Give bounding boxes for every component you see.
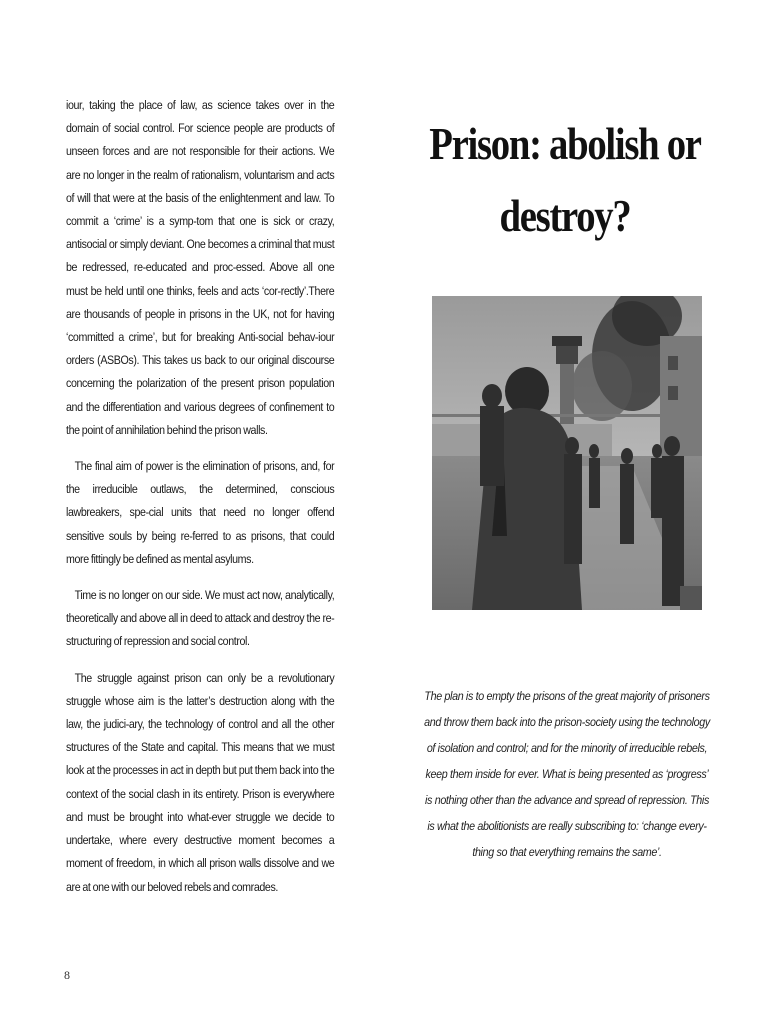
article-title: Prison: abolish or destroy?: [429, 119, 701, 241]
body-paragraph: Time is no longer on our side. We must act now, analytically, theoretically and above all in deed to attack and destroy the re-structuring of repression and social control.: [66, 588, 335, 649]
body-paragraph: The struggle against prison can only be a revolutionary struggle whose aim is the latter’s destruction along with the law, the judici-ary, the technology of control and all the other structures of the State and capital. This means that we must look at the processes in act in depth but put them back into the context of the social clash in its entirety. Prison is everywhere and must be brought into what-ever struggle we decide to undertake, where every destructive moment becomes a moment of freedom, in which all prison walls dissolve and we are at one with our beloved rebels and comrades.: [66, 670, 335, 894]
prison-photo-illustration: [432, 296, 702, 610]
body-text-column: [66, 94, 334, 912]
prison-photo: [432, 296, 702, 610]
body-paragraph: iour, taking the place of law, as science takes over in the domain of social control. For science people are products of unseen forces and are not responsible for their actions. We are no longer in the realm of rationalism, voluntarism and acts of will that were at the basis of the enlightenment and law. To commit a ‘crime’ is a symp-tom that one is sick or crazy, antisocial or simply deviant. One becomes a criminal that must be redressed, re-educated and proc-essed. Above all one must be held until one thinks, feels and acts ‘cor-rectly’.There are thousands of people in prisons in the UK, not for having ‘committed a crime’, but for breaking Anti-social behav-iour orders (ASBOs). This takes us back to our original discourse concerning the polarization of the present prison population and the differentiation and various degrees of confinement to the point of annihilation behind the prison walls.: [66, 98, 335, 437]
body-paragraph: The final aim of power is the elimination of prisons, and, for the irreducible outlaws, the determined, conscious lawbreakers, spe-cial units that need no longer offend sensitive souls by being re-ferred to as prisons, that could more fittingly be defined as mental asylums.: [66, 459, 335, 566]
page-number: 8: [64, 968, 70, 982]
photo-caption: The plan is to empty the prisons of the great majority of prisoners and throw them back into the prison-society using the technology of isolation and control; and for the minority of irreducible rebels, keep them inside for ever. What is being presented as ‘progress’ is nothing other than the advance and spread of repression. This is what the abolitionists are really subscribing to: ‘change every-thing so that everything remains the same’.: [424, 689, 710, 859]
